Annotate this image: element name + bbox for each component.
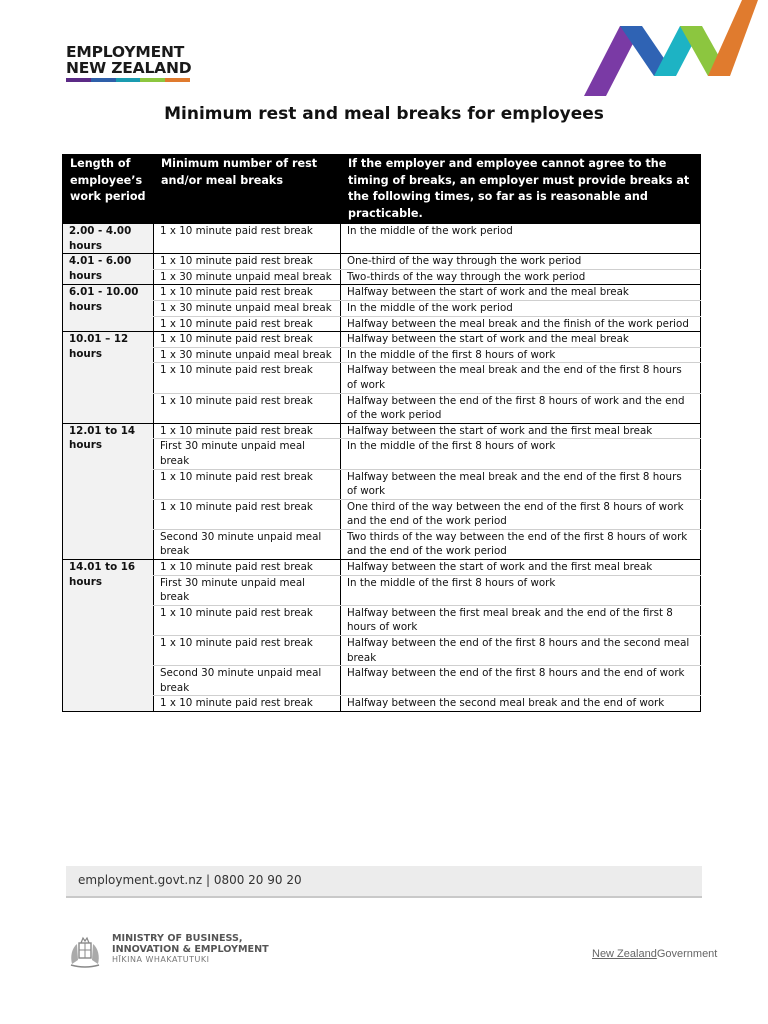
logo-text — [66, 44, 191, 76]
ministry-line-1: MINISTRY OF BUSINESS, — [112, 933, 243, 944]
break-type-cell: 1 x 10 minute paid rest break — [154, 285, 341, 301]
logo-bar-segment — [116, 78, 141, 82]
work-period-cell: 10.01 – 12 hours — [63, 332, 154, 424]
break-timing-cell: Halfway between the first meal break and the end of the first 8 hours of work — [341, 605, 701, 635]
break-timing-cell: In the middle of the first 8 hours of work — [341, 439, 701, 469]
ministry-logo — [66, 934, 269, 970]
break-timing-cell: Halfway between the meal break and the end of the first 8 hours of work — [341, 469, 701, 499]
logo-bar-segment — [165, 78, 190, 82]
break-timing-cell: Halfway between the start of work and the meal break — [341, 332, 701, 348]
table-row — [63, 439, 701, 469]
break-timing-cell: Halfway between the start of work and the meal break — [341, 285, 701, 301]
table-row — [63, 560, 701, 576]
table-row — [63, 316, 701, 332]
break-type-cell: 1 x 10 minute paid rest break — [154, 605, 341, 635]
ministry-line-2: INNOVATION & EMPLOYMENT — [112, 943, 269, 955]
logo-color-bar — [66, 78, 190, 82]
break-type-cell: 1 x 10 minute paid rest break — [154, 224, 341, 254]
break-timing-cell: Halfway between the start of work and the first meal break — [341, 423, 701, 439]
break-type-cell: 1 x 10 minute paid rest break — [154, 316, 341, 332]
break-timing-cell: Halfway between the meal break and the finish of the work period — [341, 316, 701, 332]
nz-government-part-2: Government — [656, 948, 718, 960]
break-timing-cell: Halfway between the end of the first 8 hours of work and the end of the work period — [341, 393, 701, 423]
table-row — [63, 575, 701, 605]
break-timing-cell: In the middle of the work period — [341, 300, 701, 316]
table-row — [63, 269, 701, 285]
table-row — [63, 300, 701, 316]
logo-line-1: EMPLOYMENT — [66, 43, 185, 61]
nz-coat-of-arms-icon — [66, 934, 104, 970]
table-row — [63, 224, 701, 254]
break-type-cell: 1 x 30 minute unpaid meal break — [154, 347, 341, 363]
table-row — [63, 666, 701, 696]
break-timing-cell: Halfway between the meal break and the end of the first 8 hours of work — [341, 363, 701, 393]
work-period-cell: 4.01 - 6.00 hours — [63, 254, 154, 285]
break-timing-cell: Halfway between the start of work and the first meal break — [341, 560, 701, 576]
table-row — [63, 254, 701, 270]
break-type-cell: 1 x 10 minute paid rest break — [154, 254, 341, 270]
break-timing-cell: Two thirds of the way between the end of the first 8 hours of work and the end of the work period — [341, 529, 701, 559]
break-type-cell: 1 x 10 minute paid rest break — [154, 469, 341, 499]
break-type-cell: 1 x 10 minute paid rest break — [154, 363, 341, 393]
break-timing-cell: Halfway between the second meal break and the end of work — [341, 696, 701, 712]
nz-government-part-1: New Zealand — [592, 948, 657, 960]
employment-nz-chevron-mark-icon — [582, 0, 768, 98]
logo-bar-segment — [140, 78, 165, 82]
header-break-timing: If the employer and employee cannot agree to the timing of breaks, an employer must provide breaks at the following times, so far as is reasonable and practicable. — [341, 155, 701, 224]
break-timing-cell: Halfway between the end of the first 8 hours and the end of work — [341, 666, 701, 696]
table-row — [63, 696, 701, 712]
logo-bar-segment — [66, 78, 91, 82]
break-type-cell: 1 x 30 minute unpaid meal break — [154, 269, 341, 285]
logo-bar-segment — [91, 78, 116, 82]
break-type-cell: 1 x 10 minute paid rest break — [154, 560, 341, 576]
break-type-cell: 1 x 10 minute paid rest break — [154, 393, 341, 423]
break-type-cell: First 30 minute unpaid meal break — [154, 575, 341, 605]
work-period-cell: 14.01 to 16 hours — [63, 560, 154, 712]
table-header-row — [63, 155, 701, 224]
logo-line-2: NEW ZEALAND — [66, 59, 192, 77]
page-title: Minimum rest and meal breaks for employees — [164, 104, 604, 124]
break-timing-cell: In the middle of the work period — [341, 224, 701, 254]
footer-contact-band — [66, 866, 702, 898]
break-type-cell: 1 x 10 minute paid rest break — [154, 636, 341, 666]
ministry-line-3: HĪKINA WHAKATUTUKI — [112, 955, 210, 964]
table-row — [63, 332, 701, 348]
table-row — [63, 423, 701, 439]
rest-breaks-table — [62, 154, 701, 712]
work-period-cell: 6.01 - 10.00 hours — [63, 285, 154, 332]
break-type-cell: Second 30 minute unpaid meal break — [154, 529, 341, 559]
table-row — [63, 499, 701, 529]
break-timing-cell: One-third of the way through the work period — [341, 254, 701, 270]
table-row — [63, 285, 701, 301]
header-work-period: Length of employee’s work period — [63, 155, 154, 224]
nz-government-logo — [592, 948, 717, 960]
table-row — [63, 393, 701, 423]
table-body — [63, 224, 701, 712]
footer-contact-text: employment.govt.nz | 0800 20 90 20 — [78, 873, 302, 887]
break-timing-cell: In the middle of the first 8 hours of work — [341, 347, 701, 363]
break-type-cell: 1 x 30 minute unpaid meal break — [154, 300, 341, 316]
table-row — [63, 636, 701, 666]
break-timing-cell: In the middle of the first 8 hours of work — [341, 575, 701, 605]
table-row — [63, 605, 701, 635]
table-row — [63, 363, 701, 393]
break-type-cell: First 30 minute unpaid meal break — [154, 439, 341, 469]
break-timing-cell: Two-thirds of the way through the work period — [341, 269, 701, 285]
break-timing-cell: Halfway between the end of the first 8 hours and the second meal break — [341, 636, 701, 666]
break-timing-cell: One third of the way between the end of the first 8 hours of work and the end of the work period — [341, 499, 701, 529]
header-minimum-breaks: Minimum number of rest and/or meal breaks — [154, 155, 341, 224]
break-type-cell: 1 x 10 minute paid rest break — [154, 332, 341, 348]
table-row — [63, 469, 701, 499]
break-type-cell: 1 x 10 minute paid rest break — [154, 423, 341, 439]
work-period-cell: 2.00 - 4.00 hours — [63, 224, 154, 254]
break-type-cell: 1 x 10 minute paid rest break — [154, 499, 341, 529]
ministry-name — [112, 934, 269, 966]
break-type-cell: Second 30 minute unpaid meal break — [154, 666, 341, 696]
table-row — [63, 529, 701, 559]
work-period-cell: 12.01 to 14 hours — [63, 423, 154, 559]
table-row — [63, 347, 701, 363]
break-type-cell: 1 x 10 minute paid rest break — [154, 696, 341, 712]
